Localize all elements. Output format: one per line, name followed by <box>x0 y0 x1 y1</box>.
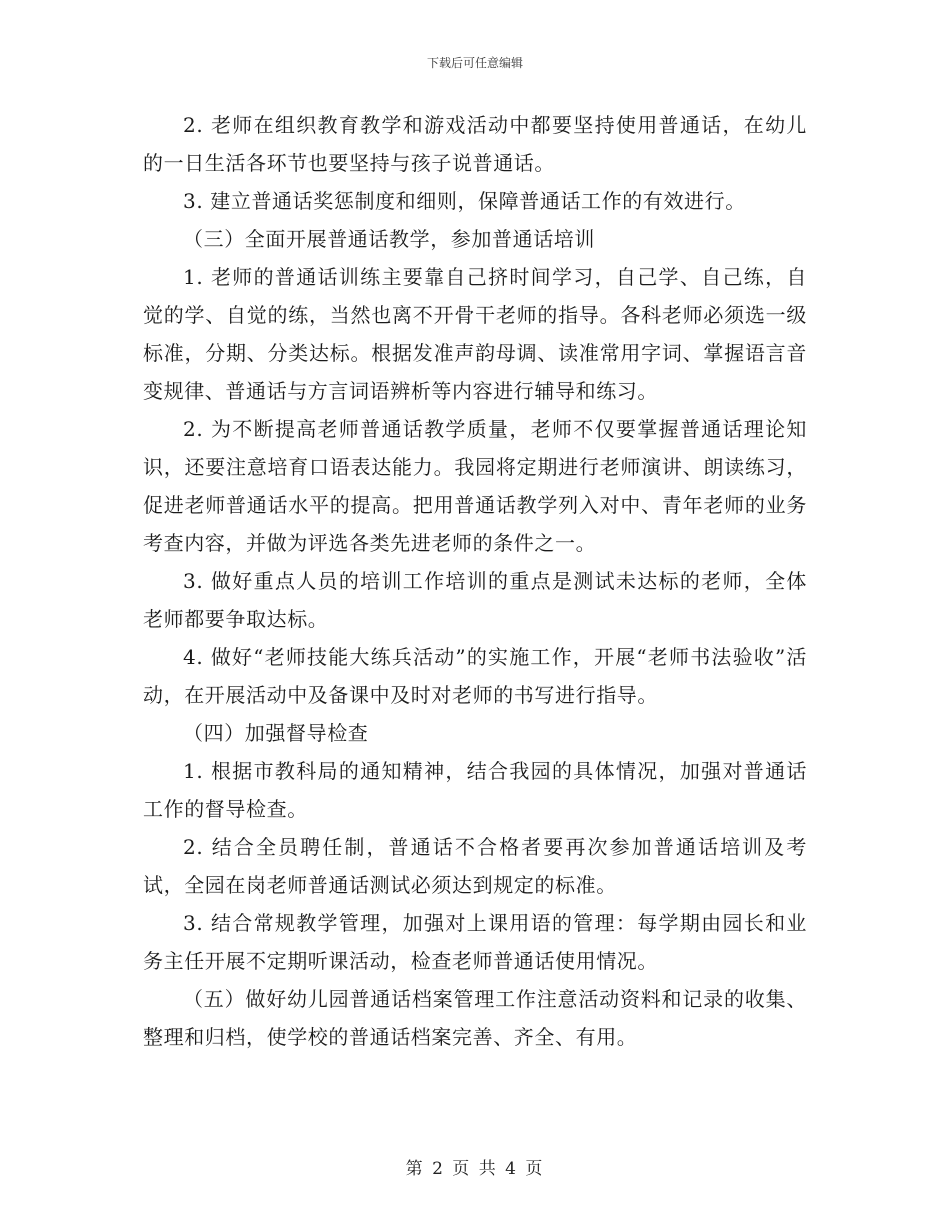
paragraph: 3. 结合常规教学管理，加强对上课用语的管理：每学期由园长和业务主任开展不定期听课活动，检查老师普通话使用情况。 <box>143 911 807 973</box>
paragraph: 1. 根据市教科局的通知精神，结合我园的具体情况，加强对普通话工作的督导检查。 <box>143 759 807 821</box>
paragraph: 2. 为不断提高老师普通话教学质量，老师不仅要掌握普通话理论知 识，还要注意培育口语表达能力。我园将定期进行老师演讲、朗读练习，促进老师普通话水平的提高。把用普通话教学列入对中、青年老师的业务考查内容，并做为评选各类先进老师的条件之一。 <box>143 417 807 555</box>
section-heading: （五）做好幼儿园普通话档案管理工作注意活动资料和记录的收集、整理和归档，使学校的普通话档案完善、齐全、有用。 <box>143 987 807 1049</box>
page-number: 第 2 页 共 4 页 <box>405 1159 545 1179</box>
paragraph: 2. 老师在组织教育教学和游戏活动中都要坚持使用普通话，在幼儿的一日生活各环节也要坚持与孩子说普通话。 <box>143 113 807 175</box>
section-heading: （三）全面开展普通话教学，参加普通话培训 <box>183 227 595 251</box>
paragraph: 3. 建立普通话奖惩制度和细则，保障普通话工作的有效进行。 <box>183 189 746 213</box>
paragraph: 1. 老师的普通话训练主要靠自己挤时间学习，自己学、自己练，自觉的学、自觉的练，当然也离不开骨干老师的指导。各科老师必须选一级标准，分期、分类达标。根据发准声韵母调、读准常用字词、掌握语言音变规律、普通话与方言词语辨析等内容进行辅导和练习。 <box>143 265 807 403</box>
document-body <box>143 106 807 1056</box>
paragraph: 2. 结合全员聘任制，普通话不合格者要再次参加普通话培训及考试，全园在岗老师普通话测试必须达到规定的标准。 <box>143 835 807 897</box>
section-heading: （四）加强督导检查 <box>183 721 369 745</box>
paragraph: 3. 做好重点人员的培训工作培训的重点是测试未达标的老师，全体老师都要争取达标。 <box>143 569 807 631</box>
page-header: 下载后可任意编辑 <box>426 56 523 70</box>
paragraph: 4. 做好“老师技能大练兵活动”的实施工作，开展“老师书法验收”活动，在开展活动中及备课中及时对老师的书写进行指导。 <box>143 645 807 707</box>
